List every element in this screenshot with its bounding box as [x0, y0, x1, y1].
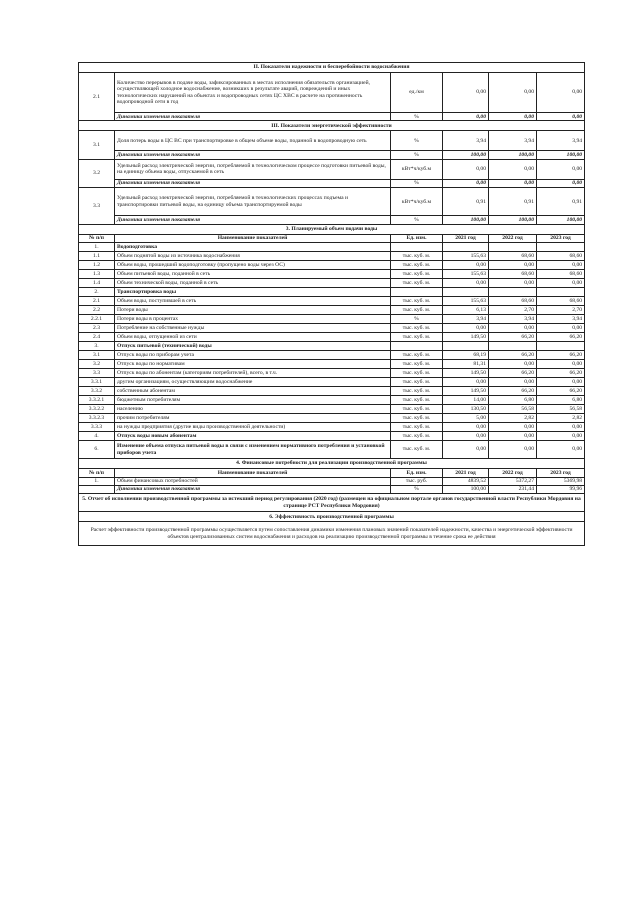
indicator-row — [79, 73, 585, 113]
value-cell: 14,00 — [443, 396, 489, 405]
empty-cell — [79, 485, 115, 493]
unit-cell: тыс. куб. м. — [391, 297, 443, 306]
column-header: № п/п — [79, 469, 115, 477]
value-cell: 66,20 — [489, 369, 537, 378]
value-cell: 130,50 — [443, 405, 489, 414]
value-cell: 0,00 — [443, 423, 489, 432]
volume-row — [79, 306, 585, 315]
indicator-name: Объем воды, отпущенной из сети — [115, 333, 391, 342]
unit-cell: тыс. куб. м. — [391, 279, 443, 288]
value-cell: 3,94 — [443, 315, 489, 324]
value-cell: 0,00 — [443, 279, 489, 288]
efficiency-text-row — [79, 522, 585, 546]
value-cell: 68,60 — [537, 270, 585, 279]
volume-row — [79, 360, 585, 369]
report-row — [79, 494, 585, 512]
value-cell — [537, 342, 585, 351]
unit-cell: тыс. куб. м. — [391, 252, 443, 261]
value-cell: 0,00 — [537, 360, 585, 369]
value-cell: 155,63 — [443, 297, 489, 306]
header-row — [79, 469, 585, 477]
section-title-row — [79, 224, 585, 234]
unit-cell: тыс. куб. м. — [391, 360, 443, 369]
unit-cell: тыс. куб. м. — [391, 396, 443, 405]
column-header: Наименование показателей — [115, 234, 391, 242]
unit-cell: тыс. куб. м. — [391, 378, 443, 387]
row-number: 1.4 — [79, 279, 115, 288]
value-cell: 0,00 — [489, 324, 537, 333]
dynamics-row — [79, 151, 585, 159]
value-cell: 0,91 — [443, 188, 489, 216]
indicator-name: Удельный расход электрической энергии, потребляемой в технологических процессах подъема и транспортировки питьевой воды, на единицу объема транспортируемой воды — [115, 188, 391, 216]
indicator-name: Отпуск воды по нормативам — [115, 360, 391, 369]
indicator-name: Потери воды в процентах — [115, 315, 391, 324]
row-number: 2. — [79, 288, 115, 297]
column-header: 2021 год — [443, 469, 489, 477]
dynamics-label: Динамика изменения показателя — [115, 179, 391, 187]
row-number: 2.2 — [79, 306, 115, 315]
value-cell — [443, 243, 489, 252]
indicator-name: собственным абонентам — [115, 387, 391, 396]
row-number: 3.3 — [79, 369, 115, 378]
indicator-name: Отпуск воды по приборам учета — [115, 351, 391, 360]
indicator-name: Объем воды, прошедший водоподготовку (пропущено воды через ОС) — [115, 261, 391, 270]
value-cell: 66,20 — [537, 369, 585, 378]
value-cell — [489, 243, 537, 252]
section-title-row — [79, 512, 585, 522]
volume-row — [79, 378, 585, 387]
volume-row — [79, 342, 585, 351]
section-title-row — [79, 121, 585, 131]
volume-row — [79, 387, 585, 396]
volume-row — [79, 297, 585, 306]
row-number: 3.3.2.3 — [79, 414, 115, 423]
volume-row — [79, 414, 585, 423]
unit-cell: тыс. куб. м. — [391, 306, 443, 315]
value-cell: 0,00 — [537, 324, 585, 333]
indicator-row — [79, 159, 585, 179]
dynamics-row — [79, 113, 585, 121]
unit-cell: тыс. куб. м. — [391, 432, 443, 441]
column-header: 2022 год — [489, 234, 537, 242]
value-cell: 0,00 — [489, 378, 537, 387]
value-cell: 2,70 — [489, 306, 537, 315]
row-number: 3.3.2.1 — [79, 396, 115, 405]
value-cell: 149,50 — [443, 333, 489, 342]
unit-cell: % — [391, 216, 443, 224]
value-cell: 81,31 — [443, 360, 489, 369]
value-cell: 56,58 — [489, 405, 537, 414]
value-cell — [537, 243, 585, 252]
row-number: 3.3.3 — [79, 423, 115, 432]
indicator-name: бюджетным потребителям — [115, 396, 391, 405]
unit-cell: % — [391, 131, 443, 151]
section-title-row — [79, 63, 585, 73]
dynamics-row — [79, 179, 585, 187]
unit-cell: ед./км — [391, 73, 443, 113]
unit-cell — [391, 288, 443, 297]
value-cell: 3,94 — [537, 315, 585, 324]
indicator-name: Изменение объема отпуска питьевой воды в связи с изменением нормативного потребления и установкой приборов учета — [115, 441, 391, 459]
volume-row — [79, 351, 585, 360]
column-header: № п/п — [79, 234, 115, 242]
unit-cell: % — [391, 113, 443, 121]
value-cell: 0,00 — [537, 432, 585, 441]
volume-row — [79, 315, 585, 324]
value-cell: 0,91 — [537, 188, 585, 216]
value-cell: 155,63 — [443, 270, 489, 279]
indicator-name: Транспортировка воды — [115, 288, 391, 297]
unit-cell: тыс. куб. м. — [391, 387, 443, 396]
section-title-row — [79, 459, 585, 469]
value-cell: 100,00 — [537, 216, 585, 224]
efficiency-text: Расчет эффективности производственной программы осуществляется путем сопоставления динамики изменения плановых значений показателей надежности, качества и энергетической эффективности объектов централизованных систем водоснабжения и расходов на реализацию производственной программы в течение срока ее действия — [79, 522, 585, 546]
volume-row — [79, 333, 585, 342]
dynamics-row — [79, 485, 585, 493]
finance-section-title: 4. Финансовые потребности для реализации производственной программы — [79, 459, 585, 469]
row-number: 3.3.2.2 — [79, 405, 115, 414]
value-cell: 66,20 — [537, 351, 585, 360]
indicator-name: на нужды предприятия (другие виды производственной деятельности) — [115, 423, 391, 432]
value-cell: 68,60 — [537, 297, 585, 306]
indicator-name: Удельный расход электрической энергии, потребляемой в технологическом процессе подготовки питьевой воды, на единицу объема воды, отпускаемой в сеть — [115, 159, 391, 179]
row-number: 1. — [79, 243, 115, 252]
value-cell: 0,00 — [443, 378, 489, 387]
row-number: 3.1 — [79, 131, 115, 159]
volume-row — [79, 432, 585, 441]
row-number: 1. — [79, 477, 115, 485]
unit-cell: тыс. куб. м. — [391, 441, 443, 459]
value-cell: 0,00 — [537, 159, 585, 179]
value-cell: 68,60 — [489, 252, 537, 261]
value-cell: 5,00 — [443, 414, 489, 423]
value-cell: 149,50 — [443, 387, 489, 396]
indicator-name: Доля потерь воды в ЦС ВС при транспортировке в общем объеме воды, поданной в водопроводную сеть — [115, 131, 391, 151]
volume-row — [79, 396, 585, 405]
unit-cell: тыс. куб. м. — [391, 405, 443, 414]
value-cell — [443, 342, 489, 351]
value-cell: 0,00 — [443, 113, 489, 121]
value-cell: 68,60 — [537, 252, 585, 261]
volume-row — [79, 441, 585, 459]
value-cell: 2,82 — [489, 414, 537, 423]
value-cell: 100,00 — [489, 216, 537, 224]
value-cell — [537, 288, 585, 297]
unit-cell: тыс. куб. м. — [391, 351, 443, 360]
value-cell: 155,63 — [443, 252, 489, 261]
value-cell: 0,00 — [489, 73, 537, 113]
value-cell: 0,00 — [489, 179, 537, 187]
unit-cell: кВт*ч/куб.м — [391, 188, 443, 216]
value-cell: 3,94 — [537, 131, 585, 151]
value-cell: 0,00 — [537, 179, 585, 187]
column-header: Наименование показателей — [115, 469, 391, 477]
value-cell: 0,00 — [443, 441, 489, 459]
row-number: 6. — [79, 441, 115, 459]
unit-cell: тыс. куб. м. — [391, 414, 443, 423]
value-cell: 68,60 — [489, 297, 537, 306]
dynamics-label: Динамика изменения показателя — [115, 113, 391, 121]
value-cell: 0,00 — [537, 261, 585, 270]
indicator-name: Объем технической воды, поданной в сеть — [115, 279, 391, 288]
value-cell: 100,00 — [537, 151, 585, 159]
volume-row — [79, 405, 585, 414]
value-cell: 3,94 — [489, 315, 537, 324]
value-cell: 0,00 — [537, 113, 585, 121]
unit-cell: % — [391, 315, 443, 324]
row-number: 2.2.1 — [79, 315, 115, 324]
volume-row — [79, 261, 585, 270]
volume-row — [79, 288, 585, 297]
indicator-name: Отпуск питьевой (технической) воды — [115, 342, 391, 351]
volume-section-title: 3. Планируемый объем подачи воды — [79, 224, 585, 234]
value-cell: 3,94 — [443, 131, 489, 151]
value-cell: 6,13 — [443, 306, 489, 315]
value-cell: 0,00 — [489, 113, 537, 121]
report-title: 5. Отчет об исполнении производственной программы за истекший период регулирования (2020 год) (размещен на официальном портале органов государственной власти Республики Мордовия на странице РСТ Республики Мордовия) — [79, 494, 585, 512]
value-cell: 5369,98 — [537, 477, 585, 485]
volume-row — [79, 270, 585, 279]
value-cell: 56,58 — [537, 405, 585, 414]
column-header: Ед. изм. — [391, 469, 443, 477]
indicator-row — [79, 188, 585, 216]
value-cell: 0,00 — [489, 423, 537, 432]
indicator-name: Отпуск воды по абонентам (категориям потребителей), всего, в т.ч. — [115, 369, 391, 378]
value-cell: 66,20 — [489, 351, 537, 360]
indicator-name: прочим потребителям — [115, 414, 391, 423]
header-row — [79, 234, 585, 242]
value-cell: 66,20 — [537, 387, 585, 396]
unit-cell: % — [391, 485, 443, 493]
value-cell: 5372,27 — [489, 477, 537, 485]
value-cell: 66,20 — [537, 333, 585, 342]
value-cell: 231,44 — [489, 485, 537, 493]
indicator-name: Водоподготовка — [115, 243, 391, 252]
row-number: 1.1 — [79, 252, 115, 261]
value-cell: 0,00 — [489, 261, 537, 270]
value-cell: 0,00 — [443, 179, 489, 187]
section-3-title: III. Показатели энергетической эффективности — [79, 121, 585, 131]
value-cell: 100,00 — [443, 485, 489, 493]
value-cell: 0,00 — [443, 261, 489, 270]
row-number: 2.4 — [79, 333, 115, 342]
value-cell: 99,96 — [537, 485, 585, 493]
row-number: 3. — [79, 342, 115, 351]
value-cell: 100,00 — [489, 151, 537, 159]
value-cell: 0,00 — [489, 279, 537, 288]
value-cell: 68,19 — [443, 351, 489, 360]
indicators-table — [78, 62, 585, 546]
indicator-name: Объем поднятой воды из источника водоснабжения — [115, 252, 391, 261]
unit-cell: тыс. куб. м. — [391, 270, 443, 279]
unit-cell: кВт*ч/куб.м — [391, 159, 443, 179]
value-cell: 66,20 — [489, 333, 537, 342]
column-header: 2023 год — [537, 234, 585, 242]
value-cell: 0,00 — [443, 324, 489, 333]
value-cell: 0,00 — [537, 441, 585, 459]
value-cell: 149,50 — [443, 369, 489, 378]
value-cell: 0,00 — [489, 159, 537, 179]
unit-cell: тыс. куб. м. — [391, 324, 443, 333]
value-cell: 68,60 — [489, 270, 537, 279]
document-page — [78, 62, 584, 546]
row-number: 3.2 — [79, 159, 115, 187]
value-cell: 100,00 — [443, 151, 489, 159]
value-cell: 0,00 — [489, 360, 537, 369]
column-header: 2022 год — [489, 469, 537, 477]
unit-cell: тыс. куб. м. — [391, 369, 443, 378]
value-cell: 0,00 — [443, 432, 489, 441]
indicator-name: Количество перерывов в подаче воды, зафиксированных в местах исполнения обязательств организацией, осуществляющей холодное водоснабжение, возникших в результате аварий, повреждений и иных технологических нарушений на объектах и водопроводных сетях ЦС ХВС в расчете на протяженность водопроводной сети в год — [115, 73, 391, 113]
row-number: 2.1 — [79, 73, 115, 121]
value-cell: 0,91 — [489, 188, 537, 216]
volume-row — [79, 279, 585, 288]
volume-row — [79, 243, 585, 252]
unit-cell — [391, 243, 443, 252]
value-cell: 4839,52 — [443, 477, 489, 485]
unit-cell — [391, 342, 443, 351]
indicator-name: Объем воды, поступившей в сеть — [115, 297, 391, 306]
indicator-name: другим организациям, осуществляющим водоснабжение — [115, 378, 391, 387]
volume-row — [79, 324, 585, 333]
row-number: 2.3 — [79, 324, 115, 333]
value-cell: 66,20 — [489, 387, 537, 396]
indicator-name: Объем финансовых потребностей — [115, 477, 391, 485]
value-cell — [489, 288, 537, 297]
unit-cell: % — [391, 151, 443, 159]
indicator-name: Потребление на собственные нужды — [115, 324, 391, 333]
value-cell: 100,00 — [443, 216, 489, 224]
row-number: 1.3 — [79, 270, 115, 279]
indicator-name: Потери воды — [115, 306, 391, 315]
value-cell: 0,00 — [443, 73, 489, 113]
value-cell: 0,00 — [537, 73, 585, 113]
volume-row — [79, 369, 585, 378]
value-cell: 0,00 — [443, 159, 489, 179]
value-cell: 0,00 — [537, 279, 585, 288]
value-cell: 0,00 — [537, 423, 585, 432]
finance-row — [79, 477, 585, 485]
unit-cell: тыс. куб. м. — [391, 333, 443, 342]
indicator-name: Объем питьевой воды, поданной в сеть — [115, 270, 391, 279]
dynamics-label: Динамика изменения показателя — [115, 485, 391, 493]
row-number: 3.2 — [79, 360, 115, 369]
value-cell: 2,70 — [537, 306, 585, 315]
value-cell: 6,80 — [489, 396, 537, 405]
row-number: 3.3 — [79, 188, 115, 224]
volume-row — [79, 423, 585, 432]
value-cell: 0,00 — [489, 441, 537, 459]
dynamics-label: Динамика изменения показателя — [115, 216, 391, 224]
row-number: 3.3.1 — [79, 378, 115, 387]
value-cell — [489, 342, 537, 351]
dynamics-label: Динамика изменения показателя — [115, 151, 391, 159]
row-number: 1.2 — [79, 261, 115, 270]
unit-cell: % — [391, 179, 443, 187]
column-header: Ед. изм. — [391, 234, 443, 242]
unit-cell: тыс. куб. м. — [391, 261, 443, 270]
volume-row — [79, 252, 585, 261]
efficiency-section-title: 6. Эффективность производственной программы — [79, 512, 585, 522]
value-cell: 3,94 — [489, 131, 537, 151]
column-header: 2021 год — [443, 234, 489, 242]
value-cell: 2,82 — [537, 414, 585, 423]
indicator-name: Отпуск воды новым абонентам — [115, 432, 391, 441]
value-cell — [443, 288, 489, 297]
indicator-row — [79, 131, 585, 151]
unit-cell: тыс. руб. — [391, 477, 443, 485]
unit-cell: тыс. куб. м. — [391, 423, 443, 432]
value-cell: 6,80 — [537, 396, 585, 405]
section-2-title: II. Показатели надежности и бесперебойности водоснабжения — [79, 63, 585, 73]
row-number: 3.3.2 — [79, 387, 115, 396]
value-cell: 0,00 — [489, 432, 537, 441]
column-header: 2023 год — [537, 469, 585, 477]
row-number: 4. — [79, 432, 115, 441]
dynamics-row — [79, 216, 585, 224]
indicator-name: населению — [115, 405, 391, 414]
row-number: 2.1 — [79, 297, 115, 306]
row-number: 3.1 — [79, 351, 115, 360]
value-cell: 0,00 — [537, 378, 585, 387]
